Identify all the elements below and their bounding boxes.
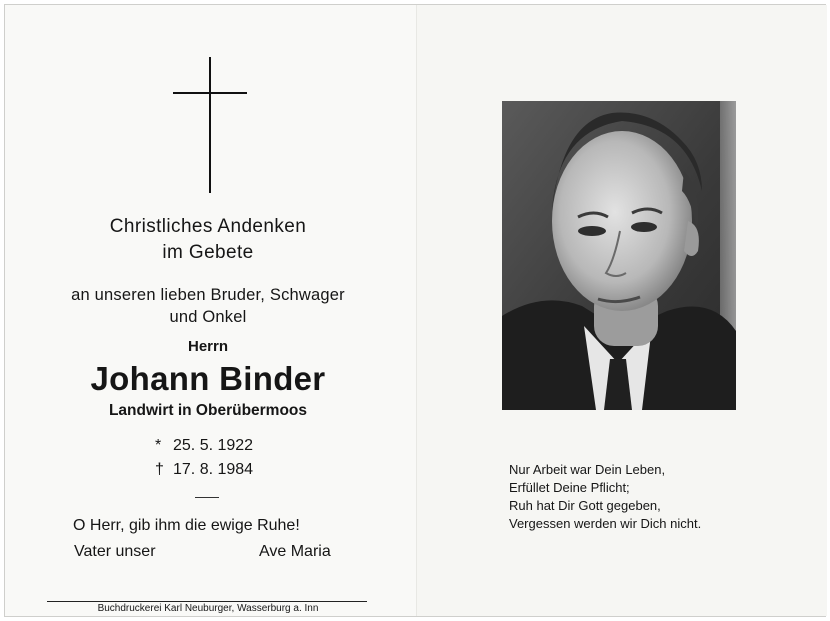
prayer-line: O Herr, gib ihm die ewige Ruhe! <box>73 517 300 534</box>
prayer-left: Vater unser <box>74 543 156 560</box>
poem <box>509 461 701 533</box>
relation-line-1: an unseren lieben Bruder, Schwager <box>71 286 345 304</box>
birth-symbol: * <box>155 437 162 454</box>
relation-line-2: und Onkel <box>169 308 247 326</box>
printer-credit: Buchdruckerei Karl Neuburger, Wasserburg a. Inn <box>97 603 319 614</box>
right-panel <box>417 5 827 616</box>
left-panel <box>5 5 417 616</box>
memorial-card <box>4 4 826 617</box>
poem-line-1: Nur Arbeit war Dein Leben, <box>509 462 666 477</box>
birth-date: 25. 5. 1922 <box>173 437 254 454</box>
deceased-name: Johann Binder <box>90 360 326 397</box>
birth-date-line <box>155 437 253 455</box>
honorific: Herrn <box>187 338 228 355</box>
poem-line-4: Vergessen werden wir Dich nicht. <box>509 516 702 531</box>
prayer-right: Ave Maria <box>259 543 331 560</box>
intro-line-1: Christliches Andenken <box>109 216 307 237</box>
portrait-photo <box>502 101 736 410</box>
footer-rule <box>47 601 367 602</box>
death-date-line <box>155 461 253 479</box>
occupation: Landwirt in Oberübermoos <box>108 402 308 419</box>
cross-icon <box>173 57 249 195</box>
poem-line-2: Erfüllet Deine Pflicht; <box>509 480 630 495</box>
intro-line-2: im Gebete <box>162 242 254 263</box>
death-date: 17. 8. 1984 <box>173 461 254 478</box>
death-symbol: † <box>155 461 164 478</box>
divider-dash <box>195 497 219 498</box>
portrait-image <box>502 101 736 410</box>
poem-line-3: Ruh hat Dir Gott gegeben, <box>509 498 661 513</box>
